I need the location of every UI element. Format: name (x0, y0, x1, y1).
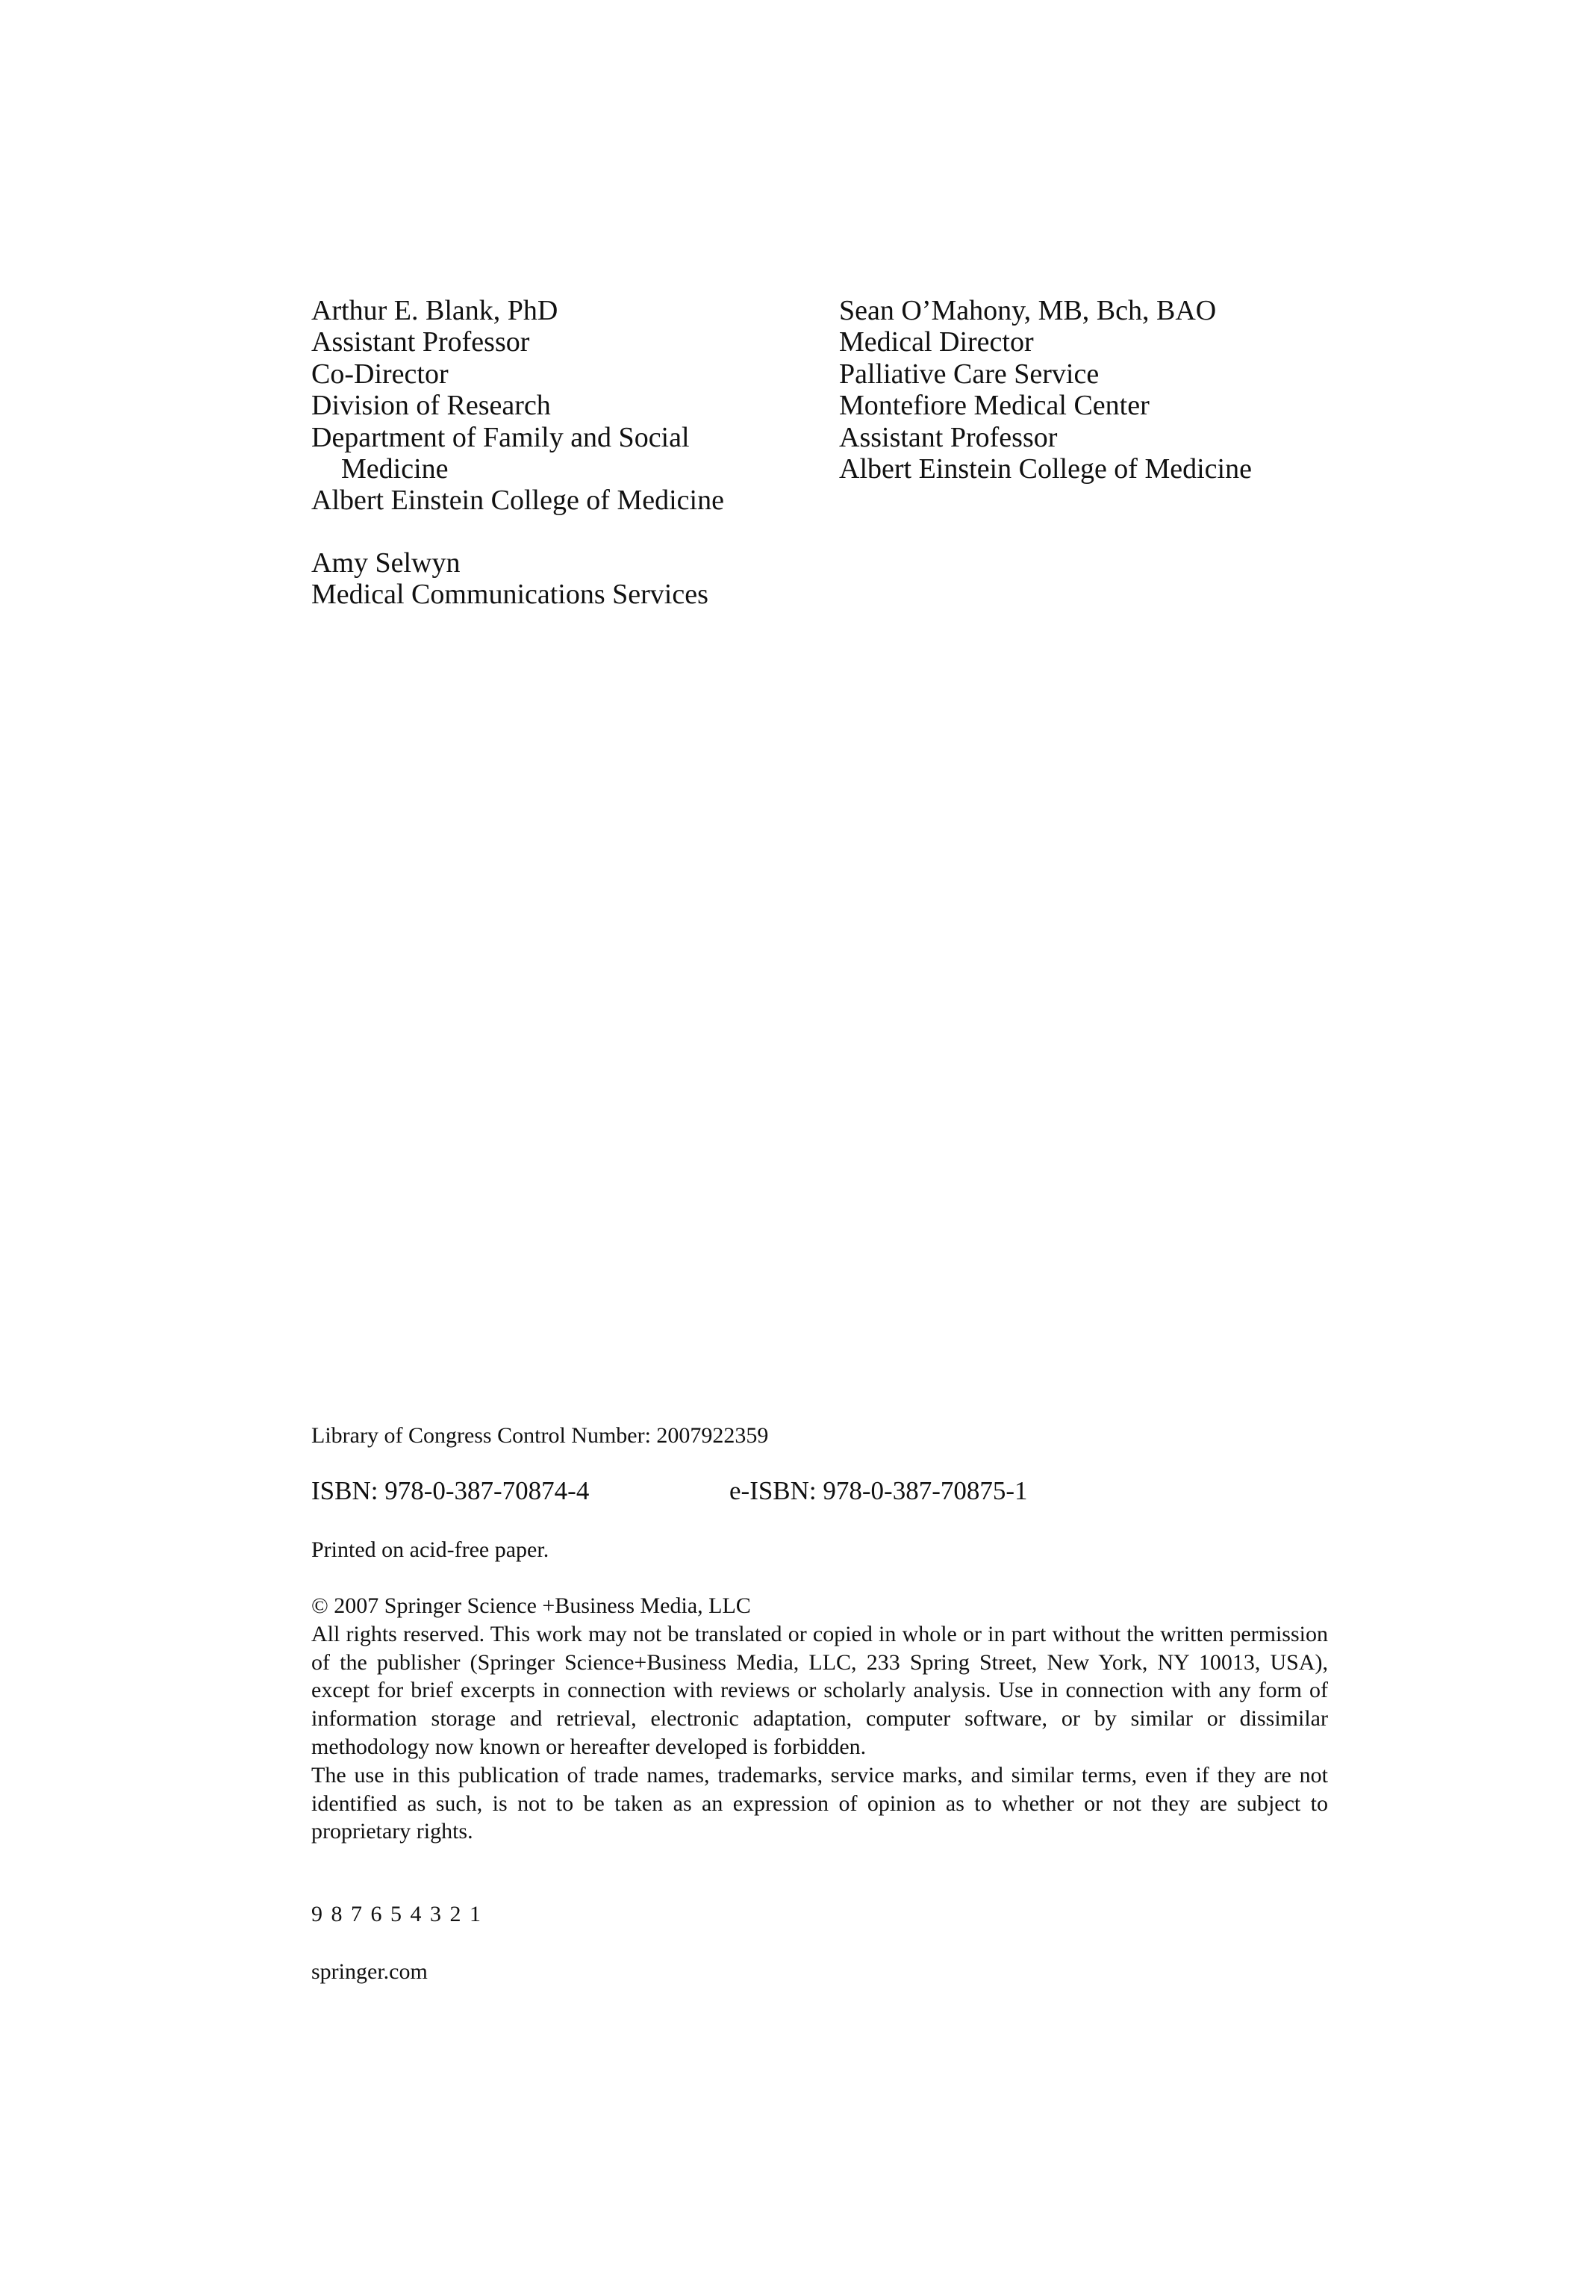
author-name: Amy Selwyn (311, 547, 461, 579)
author-affiliation: Medicine (341, 453, 449, 485)
author-block-selwyn (311, 547, 708, 611)
author-affiliation: Division of Research (311, 390, 551, 422)
author-affiliation: Medical Communications Services (311, 579, 708, 611)
author-name: Sean O’Mahony, MB, Bch, BAO (839, 295, 1217, 326)
copyright-line: © 2007 Springer Science +Business Media, LLC (311, 1593, 751, 1618)
publisher-website: springer.com (311, 1959, 428, 1984)
copyright-block (311, 1592, 1328, 1846)
author-affiliation: Montefiore Medical Center (839, 390, 1150, 422)
author-block-omahony (839, 295, 1252, 485)
author-affiliation: Albert Einstein College of Medicine (839, 453, 1252, 485)
author-affiliation: Palliative Care Service (839, 358, 1100, 390)
author-title: Co-Director (311, 358, 449, 390)
author-block-blank (311, 295, 724, 517)
author-title: Assistant Professor (839, 421, 1058, 453)
author-name: Arthur E. Blank, PhD (311, 295, 558, 326)
isbn: ISBN: 978-0-387-70874-4 (311, 1476, 590, 1505)
paper-note: Printed on acid-free paper. (311, 1537, 549, 1562)
lccn-line: Library of Congress Control Number: 2007922359 (311, 1423, 769, 1448)
e-isbn: e-ISBN: 978-0-387-70875-1 (729, 1476, 1028, 1505)
rights-paragraph: All rights reserved. This work may not be translated or copied in whole or in part without the written permission of the publisher (Springer Science+Business Media, LLC, 233 Spring Street, New York, NY 10013, USA), except for brief excerpts in connection with reviews or scholarly analysis. Use in connection with any form of information storage and retrieval, electronic adaptation, computer software, or by similar or dissimilar methodology now known or hereafter developed is forbidden. (311, 1621, 1328, 1759)
author-affiliation: Department of Family and Social (311, 421, 690, 453)
author-title: Assistant Professor (311, 326, 530, 358)
printing-line-numbers: 9 8 7 6 5 4 3 2 1 (311, 1902, 482, 1926)
author-title: Medical Director (839, 326, 1034, 358)
trademark-paragraph: The use in this publication of trade names, trademarks, service marks, and similar terms, even if they are not identified as such, is not to be taken as an expression of opinion as to whether or not they are subject to proprietary rights. (311, 1762, 1328, 1844)
author-affiliation: Albert Einstein College of Medicine (311, 485, 724, 517)
